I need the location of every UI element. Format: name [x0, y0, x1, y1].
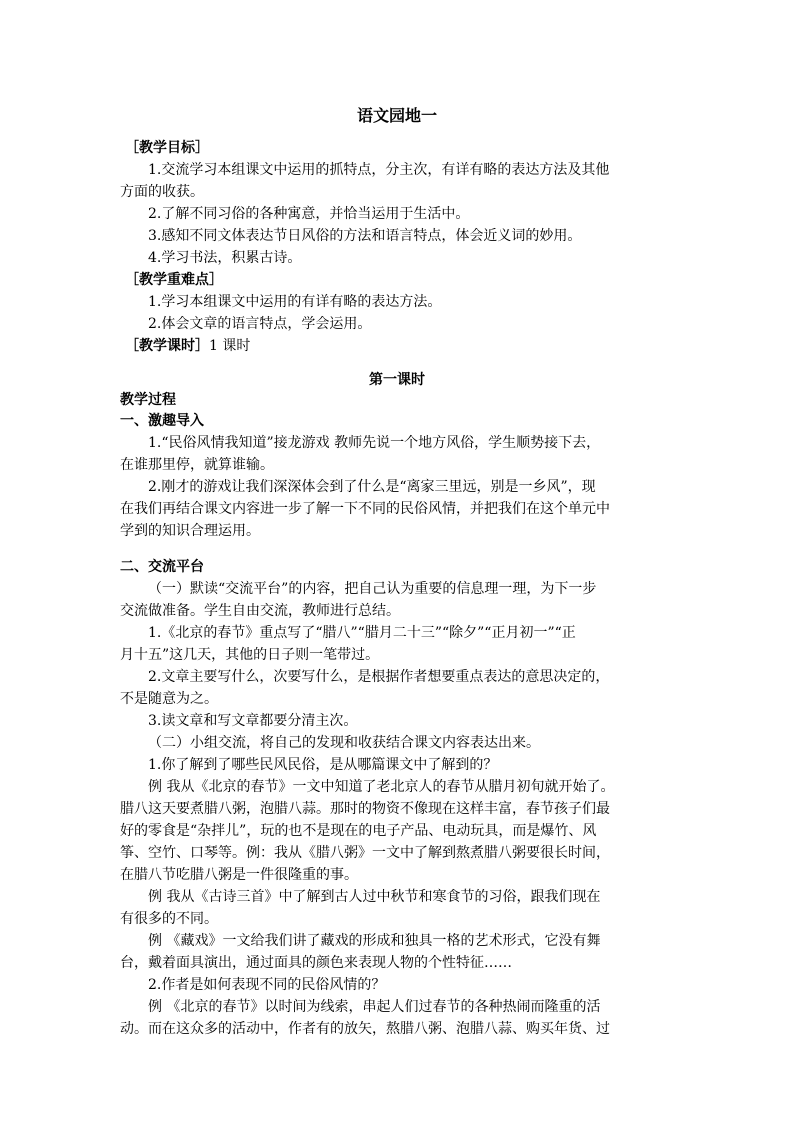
- section2-p7-cont2: 好的零食是“杂拌儿”，玩的也不是现在的电子产品、电动玩具，而是爆竹、风: [120, 823, 597, 839]
- hours-heading: ［教学课时］: [125, 338, 209, 354]
- key-point-item-2: 2.体会文章的语言特点，学会运用。: [148, 316, 372, 332]
- section2-p7-cont1: 腊八这天要煮腊八粥，泡腊八蒜。那时的物资不像现在这样丰富，春节孩子们最: [120, 801, 610, 817]
- section1-p2-cont1: 在我们再结合课文内容进一步了解一下不同的民俗风情，并把我们在这个单元中: [120, 501, 610, 517]
- section2-p6: 1.你了解到了哪些民风民俗，是从哪篇课文中了解到的？: [148, 757, 498, 773]
- goals-heading: ［教学目标］: [125, 140, 209, 156]
- lesson-title: 第一课时: [369, 372, 425, 388]
- goal-item-2: 2.了解不同习俗的各种寓意，并恰当运用于生活中。: [148, 206, 470, 222]
- section2-p8: 例 我从《古诗三首》中了解到古人过中秋节和寒食节的习俗，跟我们现在: [148, 889, 601, 905]
- section2-p11: 例 《北京的春节》以时间为线索，串起人们过春节的各种热闹而隆重的活: [148, 999, 601, 1015]
- section1-p1-cont: 在谁那里停，就算谁输。: [120, 457, 274, 473]
- section2-p10: 2.作者是如何表现不同的民俗风情的？: [148, 977, 386, 993]
- section2-p9: 例 《藏戏》一文给我们讲了藏戏的形成和独具一格的艺术形式，它没有舞: [148, 933, 601, 949]
- section2-p9-cont: 台，戴着面具演出，通过面具的颜色来表现人物的个性特征……: [120, 955, 512, 971]
- section2-p4: 3.读文章和写文章都要分清主次。: [148, 713, 358, 729]
- section1-p2: 2.刚才的游戏让我们深深体会到了什么是“离家三里远，别是一乡风”，现: [148, 479, 596, 495]
- section2-p11-cont: 动。而在这众多的活动中，作者有的放矢，熬腊八粥、泡腊八蒜、购买年货、过: [120, 1021, 610, 1037]
- key-points-heading: ［教学重难点］: [125, 272, 223, 288]
- section2-heading: 二、交流平台: [120, 559, 204, 575]
- section2-p1-cont: 交流做准备。学生自由交流，教师进行总结。: [120, 603, 400, 619]
- section1-p2-cont2: 学到的知识合理运用。: [120, 523, 260, 539]
- key-point-item-1: 1.学习本组课文中运用的有详有略的表达方法。: [148, 294, 442, 310]
- section1-p1: 1.“民俗风情我知道”接龙游戏 教师先说一个地方风俗，学生顺势接下去，: [148, 435, 601, 451]
- section2-p3-cont: 不是随意为之。: [120, 691, 218, 707]
- section2-p7: 例 我从《北京的春节》一文中知道了老北京人的春节从腊月初旬就开始了。: [148, 779, 615, 795]
- goal-item-1: 1.交流学习本组课文中运用的抓特点，分主次，有详有略的表达方法及其他: [148, 162, 610, 178]
- section2-p1: （一）默读“交流平台”的内容，把自己认为重要的信息理一理，为下一步: [148, 581, 597, 597]
- goal-item-4: 4.学习书法，积累古诗。: [148, 250, 302, 266]
- section2-p2-cont: 月十五”这几天，其他的日子则一笔带过。: [120, 647, 380, 663]
- section2-p7-cont4: 在腊八节吃腊八粥是一件很隆重的事。: [120, 867, 358, 883]
- section2-p7-cont3: 筝、空竹、口琴等。例：我从《腊八粥》一文中了解到熬煮腊八粥要很长时间，: [120, 845, 610, 861]
- goal-item-1-cont: 方面的收获。: [120, 184, 204, 200]
- document-title: 语文园地一: [356, 106, 437, 125]
- section2-p2: 1.《北京的春节》重点写了“腊八”“腊月二十三”“除夕”“正月初一”“正: [148, 625, 576, 641]
- section2-p5: （二）小组交流，将自己的发现和收获结合课文内容表达出来。: [148, 735, 540, 751]
- process-heading: 教学过程: [120, 392, 176, 408]
- hours-value: 1 课时: [209, 338, 251, 354]
- section1-heading: 一、激趣导入: [120, 413, 204, 429]
- section2-p8-cont: 有很多的不同。: [120, 911, 218, 927]
- goal-item-3: 3.感知不同文体表达节日风俗的方法和语言特点，体会近义词的妙用。: [148, 228, 582, 244]
- hours-line: [125, 335, 681, 357]
- section2-p3: 2.文章主要写什么，次要写什么，是根据作者想要重点表达的意思决定的，: [148, 669, 610, 685]
